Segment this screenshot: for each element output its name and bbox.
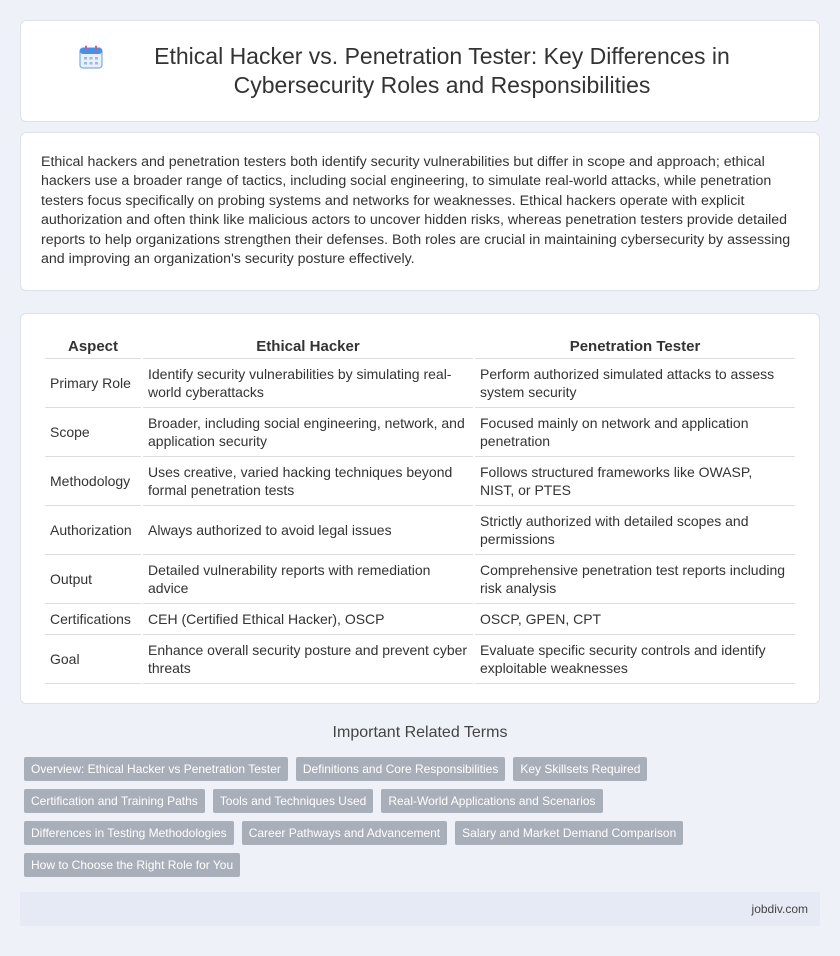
intro-card [20,132,820,291]
penetration-tester-cell: Comprehensive penetration test reports including risk analysis [475,555,795,604]
aspect-cell: Certifications [45,604,141,635]
table-row [45,408,795,457]
penetration-tester-cell: Strictly authorized with detailed scopes and permissions [475,506,795,555]
table-row [45,506,795,555]
intro-paragraph: Ethical hackers and penetration testers both identify security vulnerabilities but differ in scope and approach; ethical hackers use a broader range of tactics, including social engineering, to simulate real-world attacks, while penetration testers focus specifically on probing systems and networks for weaknesses. Ethical hackers operate with explicit authorization and often think like malicious actors to uncover hidden risks, whereas penetration testers provide detailed reports to help organizations strengthen their defenses. Both roles are crucial in maintaining cybersecurity by assessing and improving an organization's security posture effectively. [41,154,791,268]
ethical-hacker-cell: CEH (Certified Ethical Hacker), OSCP [143,604,473,635]
aspect-cell: Output [45,555,141,604]
ethical-hacker-cell: Enhance overall security posture and prevent cyber threats [143,635,473,684]
related-tag-choose-role[interactable]: How to Choose the Right Role for You [24,853,240,877]
related-tag-certification[interactable]: Certification and Training Paths [24,789,205,813]
header-card [20,20,820,122]
ethical-hacker-cell: Identify security vulnerabilities by simulating real-world cyberattacks [143,359,473,408]
aspect-cell: Authorization [45,506,141,555]
penetration-tester-cell: Focused mainly on network and application penetration [475,408,795,457]
related-terms-tags [24,757,724,877]
table-row [45,635,795,684]
calendar-icon [78,44,104,70]
table-row [45,604,795,635]
table-row [45,359,795,408]
aspect-cell: Primary Role [45,359,141,408]
related-tag-salary[interactable]: Salary and Market Demand Comparison [455,821,683,845]
table-row [45,555,795,604]
ethical-hacker-cell: Always authorized to avoid legal issues [143,506,473,555]
column-header-penetration-tester: Penetration Tester [475,334,795,359]
aspect-cell: Methodology [45,457,141,506]
related-terms-title: Important Related Terms [332,724,508,741]
penetration-tester-cell: Perform authorized simulated attacks to assess system security [475,359,795,408]
comparison-table-card [20,313,820,704]
penetration-tester-cell: Follows structured frameworks like OWASP, NIST, or PTES [475,457,795,506]
comparison-table [43,334,797,684]
aspect-cell: Scope [45,408,141,457]
page-title: Ethical Hacker vs. Penetration Tester: Key Differences in Cybersecurity Roles and Responsibilities [154,43,730,98]
ethical-hacker-cell: Broader, including social engineering, network, and application security [143,408,473,457]
related-tag-methodologies[interactable]: Differences in Testing Methodologies [24,821,234,845]
footer [20,892,820,926]
aspect-cell: Goal [45,635,141,684]
column-header-ethical-hacker: Ethical Hacker [143,334,473,359]
footer-site-link[interactable]: jobdiv.com [751,902,808,916]
ethical-hacker-cell: Detailed vulnerability reports with remediation advice [143,555,473,604]
table-row [45,457,795,506]
penetration-tester-cell: Evaluate specific security controls and identify exploitable weaknesses [475,635,795,684]
related-tag-applications[interactable]: Real-World Applications and Scenarios [381,789,602,813]
related-tag-career[interactable]: Career Pathways and Advancement [242,821,447,845]
penetration-tester-cell: OSCP, GPEN, CPT [475,604,795,635]
ethical-hacker-cell: Uses creative, varied hacking techniques beyond formal penetration tests [143,457,473,506]
related-tag-skillsets[interactable]: Key Skillsets Required [513,757,647,781]
column-header-aspect: Aspect [45,334,141,359]
related-tag-tools[interactable]: Tools and Techniques Used [213,789,374,813]
related-tag-definitions[interactable]: Definitions and Core Responsibilities [296,757,505,781]
related-tag-overview[interactable]: Overview: Ethical Hacker vs Penetration Tester [24,757,288,781]
table-header-row [45,334,795,359]
